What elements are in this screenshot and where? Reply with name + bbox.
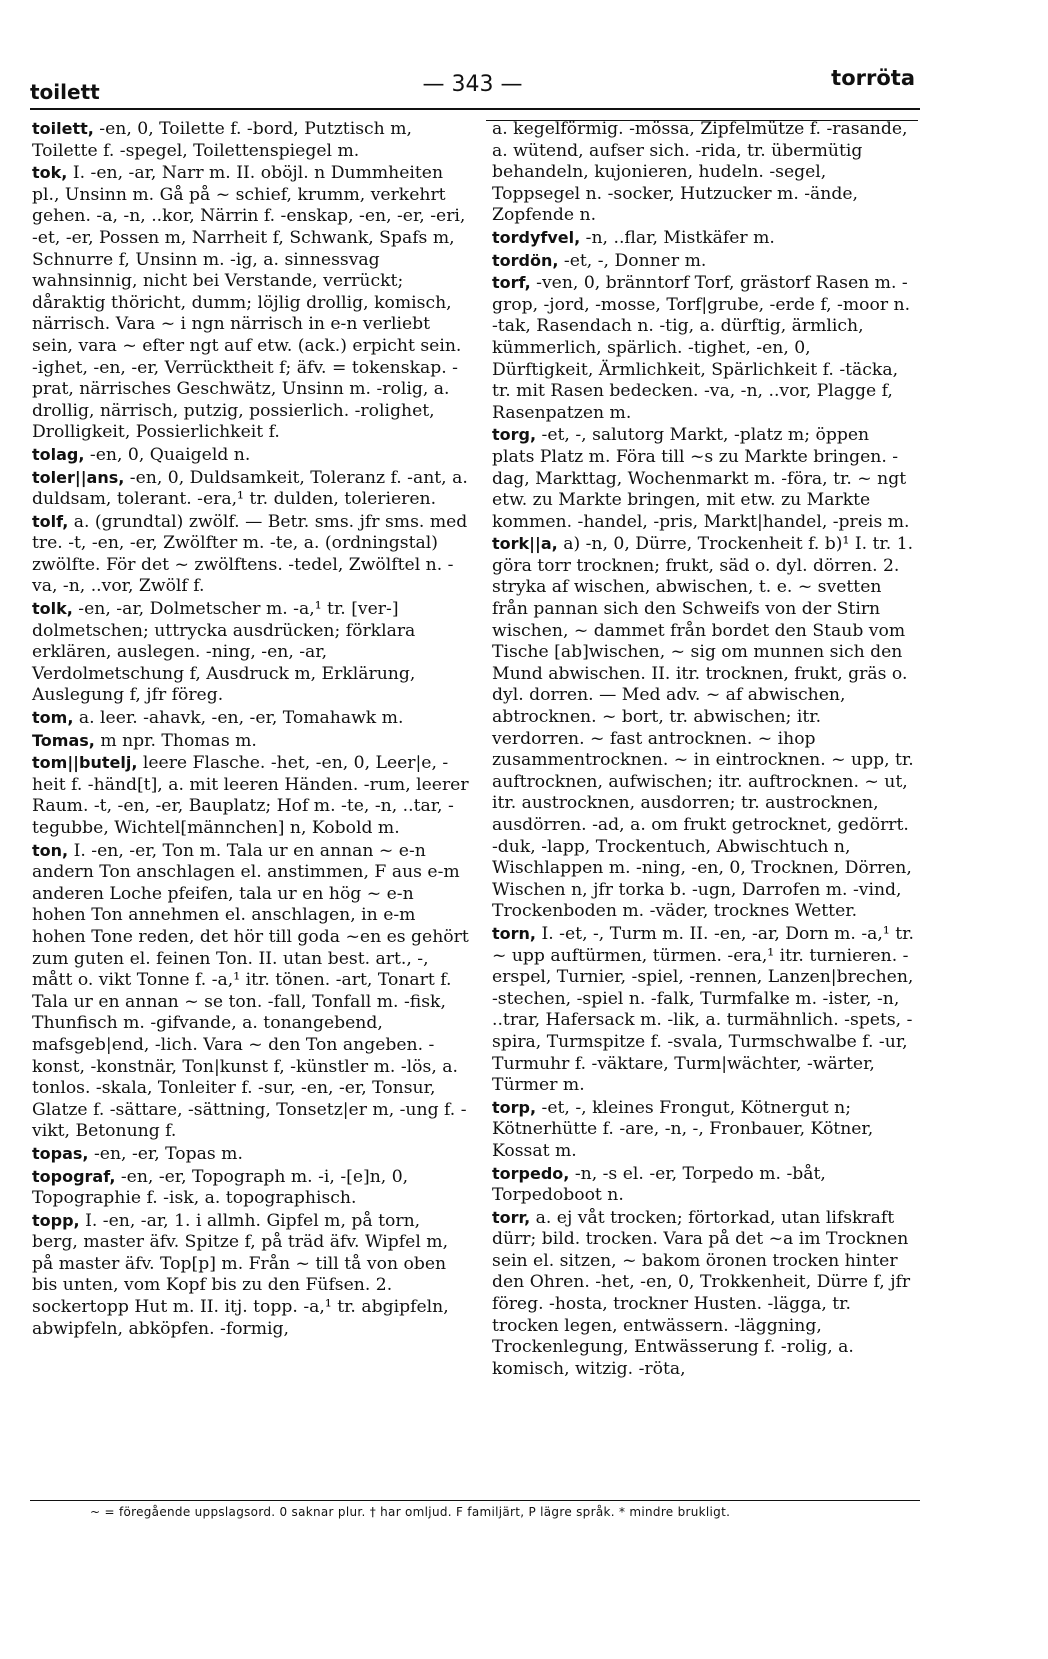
dictionary-entry xyxy=(32,752,470,839)
dictionary-entry xyxy=(32,511,470,598)
dictionary-entry xyxy=(492,227,916,250)
dictionary-entry xyxy=(32,467,470,511)
entry-definition: a) -n, 0, Dürre, Trockenheit f. b)¹ I. tr. 1. göra torr trocknen; frukt, säd o. dyl. dörren. 2. stryka af wischen, abwischen, t. e. ~ svetten från pannan sich den Schweifs von der Stirn wischen, ~ dammet från bordet den Staub vom Tische [ab]wischen, ~ sig om munnen sich den Mund abwischen. II. itr. trocknen, frukt, gräs o. dyl. dorren. — Med adv. ~ af abwischen, abtrocknen. ~ bort, tr. abwischen; itr. verdorren. ~ fast antrocknen. ~ ihop zusammentrocknen. ~ in eintrocknen. ~ upp, tr. auftrocknen, aufwischen; itr. auftrocknen. ~ ut, itr. austrocknen, ausdorren; tr. austrocknen, ausdörren. -ad, a. om frukt getrocknet, gedörrt. -duk, -lapp, Trockentuch, Abwischtuch n, Wischlappen m. -ning, -en, 0, Trocknen, Dörren, Wischen n, jfr torka b. -ugn, Darrofen m. -vind, Trockenboden m. -väder, trocknes Wetter. xyxy=(492,534,914,922)
entry-headword: toler||ans, xyxy=(32,467,125,487)
dictionary-entry xyxy=(492,533,916,923)
entry-definition: I. -en, -er, Ton m. Tala ur en annan ~ e-n andern Ton anschlagen el. anstimmen, F aus e-m anderen Loche pfeifen, tala ur en hög ~ e-n hohen Ton annehmen el. anschlagen, in e-m hohen Tone reden, det hör till goda ~en es gehört zum guten el. feinen Ton. II. utan best. art., -, mått o. vikt Tonne f. -a,¹ itr. tönen. -art, Tonart f. Tala ur en annan ~ se ton. -fall, Tonfall m. -fisk, Thunfisch m. -gifvande, a. tonangebend, mafsgeb|end, -lich. Vara ~ den Ton angeben. -konst, -konstnär, Ton|kunst f, -künstler m. -lös, a. tonlos. -skala, Tonleiter f. -sur, -en, -er, Tonsur, Glatze f. -sättare, -sättning, Tonsetz|er m, -ung f. -vikt, Betonung f. xyxy=(32,840,469,1142)
entry-headword: tok, xyxy=(32,163,68,183)
entry-headword: tordön, xyxy=(492,250,559,270)
entry-definition: -n, -s el. -er, Torpedo m. -båt, Torpedoboot n. xyxy=(492,1163,826,1206)
dictionary-entry xyxy=(32,162,470,444)
entry-headword: tolf, xyxy=(32,511,69,531)
entry-headword: tordyfvel, xyxy=(492,227,581,247)
entry-headword: ton, xyxy=(32,840,69,860)
dictionary-entry xyxy=(492,424,916,533)
entry-headword: tolk, xyxy=(32,599,73,619)
entry-definition: a. kegelförmig. -mössa, Zipfelmütze f. -rasande, a. wütend, aufser sich. -rida, tr. übermütig behandeln, kujonieren, hudeln. -segel, Toppsegel n. -socker, Hutzucker m. -ände, Zopfende n. xyxy=(492,119,908,226)
dictionary-entry xyxy=(492,272,916,424)
page-number: — 343 — xyxy=(422,72,523,97)
entry-definition: m npr. Thomas m. xyxy=(94,730,257,751)
entry-definition: -en, -er, Topograph m. -i, -[e]n, 0, Topographie f. -isk, a. topographisch. xyxy=(32,1166,409,1209)
entry-definition: a. leer. -ahavk, -en, -er, Tomahawk m. xyxy=(73,708,404,729)
entry-definition: I. -en, -ar, 1. i allmh. Gipfel m, på torn, berg, master äfv. Spitze f, på träd äfv. Wipfel m, på master äfv. Top[p] m. Från ~ till tå von oben bis unten, vom Kopf bis zu den Füfsen. 2. sockertopp Hut m. II. itj. topp. -a,¹ tr. abgipfeln, abwipfeln, abköpfen. -formig, xyxy=(32,1210,449,1339)
dictionary-entry xyxy=(32,598,470,707)
footer-rule xyxy=(30,1500,920,1501)
header-rule xyxy=(30,108,920,110)
dictionary-entry xyxy=(492,250,916,273)
dictionary-entry xyxy=(32,840,470,1143)
dictionary-entry xyxy=(32,118,470,162)
abbreviation-legend: ~ = föregående uppslagsord. 0 saknar plur. † har omljud. F familjärt, P lägre språk. * mindre brukligt. xyxy=(90,1505,731,1519)
entry-definition: -en, -ar, Dolmetscher m. -a,¹ tr. [ver-] dolmetschen; uttrycka ausdrücken; förklara erklären, auslegen. -ning, -en, -ar, Verdolmetschung f, Ausdruck m, Erklärung, Auslegung f, jfr föreg. xyxy=(32,599,416,706)
entry-headword: topas, xyxy=(32,1143,89,1163)
entry-definition: -et, -, salutorg Markt, -platz m; öppen plats Platz m. Föra till ~s zu Markte bringen. -dag, Markttag, Wochenmarkt m. -föra, tr. ~ ngt etw. zu Markte bringen, mit etw. zu Markte kommen. -handel, -pris, Markt|handel, -preis m. xyxy=(492,425,910,532)
entry-definition: -en, 0, Quaigeld n. xyxy=(84,444,251,465)
entry-definition: -en, 0, Duldsamkeit, Toleranz f. -ant, a. duldsam, tolerant. -era,¹ tr. dulden, tolerieren. xyxy=(32,467,468,510)
dictionary-entry xyxy=(492,1163,916,1207)
dictionary-entry xyxy=(32,730,470,753)
entry-definition: leere Flasche. -het, -en, 0, Leer|e, -heit f. -händ[t], a. mit leeren Händen. -rum, leerer Raum. -t, -en, -er, Bauplatz; Hof m. -te, -n, ..tar, -tegubbe, Wichtel[männchen] n, Kobold m. xyxy=(32,753,469,838)
entry-headword: tom||butelj, xyxy=(32,753,138,773)
dictionary-entry xyxy=(32,1210,470,1341)
entry-definition: -et, -, kleines Frongut, Kötnergut n; Kötnerhütte f. -are, -n, -, Fronbauer, Kötner, Kossat m. xyxy=(492,1097,874,1161)
entry-headword: torpedo, xyxy=(492,1163,570,1183)
entry-headword: tom, xyxy=(32,708,74,728)
dictionary-entry xyxy=(492,1207,916,1381)
entry-headword: tolag, xyxy=(32,444,85,464)
entry-definition: -n, ..flar, Mistkäfer m. xyxy=(580,227,775,248)
entry-headword: torn, xyxy=(492,923,536,943)
entry-headword: torp, xyxy=(492,1097,537,1117)
entry-definition: a. (grundtal) zwölf. — Betr. sms. jfr sms. med tre. -t, -en, -er, Zwölfter m. -te, a. (ordningstal) zwölfte. För det ~ zwölftens. -tedel, Zwölftel n. -va, -n, ..vor, Zwölf f. xyxy=(32,511,468,597)
entry-headword: tork||a, xyxy=(492,534,558,554)
entry-headword: toilett, xyxy=(32,119,94,138)
dictionary-entry xyxy=(32,444,470,467)
page-header xyxy=(30,62,915,102)
dictionary-entry xyxy=(32,1143,470,1166)
entry-definition: -et, -, Donner m. xyxy=(558,250,707,271)
entry-headword: Tomas, xyxy=(32,730,95,750)
entry-definition: -en, -er, Topas m. xyxy=(88,1143,243,1164)
left-column xyxy=(32,118,470,1340)
entry-headword: topp, xyxy=(32,1210,80,1230)
entry-headword: torf, xyxy=(492,273,531,293)
dictionary-entry xyxy=(32,707,470,730)
entry-definition: I. -et, -, Turm m. II. -en, -ar, Dorn m. -a,¹ tr. ~ upp auftürmen, türmen. -era,¹ itr. turnieren. -erspel, Turnier, -spiel, -rennen, Lanzen|brechen, -stechen, -spiel n. -falk, Turmfalke m. -ister, -n, ..trar, Hafersack m. -lik, a. turmähnlich. -spets, -spira, Turmspitze f. -svala, Turmschwalbe f. -ur, Turmuhr f. -väktare, Turm|wächter, -wärter, Türmer m. xyxy=(492,923,914,1096)
right-column xyxy=(492,118,916,1380)
entry-definition: -ven, 0, bränntorf Torf, grästorf Rasen m. -grop, -jord, -mosse, Torf|grube, -erde f, -moor n. -tak, Rasendach n. -tig, a. dürftig, ärmlich, kümmerlich, spärlich. -tighet, -en, 0, Dürftigkeit, Ärmlichkeit, Spärlichkeit f. -täcka, tr. mit Rasen bedecken. -va, -n, ..vor, Plagge f, Rasenpatzen m. xyxy=(492,273,911,423)
dictionary-entry xyxy=(492,118,916,227)
dictionary-entry xyxy=(492,923,916,1097)
dictionary-entry xyxy=(492,1097,916,1163)
entry-definition: a. ej våt trocken; förtorkad, utan lifskraft dürr; bild. trocken. Vara på det ~a im Trocknen sein el. sitzen, ~ bakom öronen trocken hinter den Ohren. -het, -en, 0, Trokkenheit, Dürre f, jfr föreg. -hosta, trockner Husten. -lägga, tr. trocken legen, entwässern. -läggning, Trockenlegung, Entwässerung f. -rolig, a. komisch, witzig. -röta, xyxy=(492,1207,911,1379)
entry-headword: topograf, xyxy=(32,1166,116,1186)
entry-headword: torg, xyxy=(492,425,537,445)
entry-definition: -en, 0, Toilette f. -bord, Putztisch m, Toilette f. -spegel, Toilettenspiegel m. xyxy=(32,119,412,161)
dictionary-entry xyxy=(32,1166,470,1210)
entry-definition: I. -en, -ar, Narr m. II. oböjl. n Dummheiten pl., Unsinn m. Gå på ~ schief, krumm, verkehrt gehen. -a, -n, ..kor, Närrin f. -enskap, -en, -er, -eri, -et, -er, Possen m, Narrheit f, Schwank, Spafs m, Schnurre f, Unsinn m. -ig, a. sinnessvag wahnsinnig, nicht bei Verstande, verrückt; dåraktig thöricht, dumm; löjlig drollig, komisch, närrisch. Vara ~ i ngn närrisch in e-n verliebt sein, vara ~ efter ngt auf etw. (ack.) erpicht sein. -ighet, -en, -er, Verrücktheit f; äfv. = tokenskap. -prat, närrisches Geschwätz, Unsinn m. -rolig, a. drollig, närrisch, putzig, possierlich. -rolighet, Drolligkeit, Possierlichkeit f. xyxy=(32,163,466,443)
entry-headword: torr, xyxy=(492,1207,531,1227)
header-left-guideword: toilett xyxy=(30,80,100,104)
header-right-guideword: torröta xyxy=(831,66,915,90)
